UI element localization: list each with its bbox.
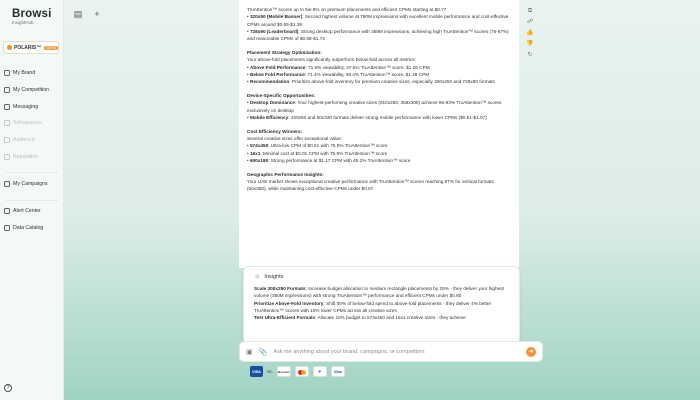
response-bullet: • 600x180: Strong performance at $1.17 CPM with 45.2% TruAttention™ score: [247, 157, 411, 163]
catalog-icon: [4, 225, 10, 231]
bullet-label: Mobile Efficiency: [249, 114, 289, 120]
sidebar-item-label: Schequence: [13, 120, 42, 126]
competitor-chip-visa[interactable]: Visa: [331, 366, 345, 377]
insight-label: Test Ultra-Efficient Formats: [254, 315, 316, 321]
sidebar-divider: [6, 172, 58, 173]
bullet-label: 320x50 (Mobile Banner): [249, 14, 303, 20]
bullet-label: Above Fold Performance: [249, 64, 306, 70]
sequence-icon: [4, 120, 10, 126]
polaris-label: POLARIS™: [14, 44, 42, 51]
sidebar-item-reputation[interactable]: [2, 151, 62, 163]
sidebar-item-label: My Competition: [13, 87, 50, 93]
plus-icon: +: [94, 9, 100, 19]
bullet-label: Recommendation: [249, 79, 290, 85]
bullet-text: : Strong desktop performance with 368M impressions, achieving high TruAttention™ scores (76-87%) and reasonable CPMs of $0.88-$1.74: [247, 28, 509, 42]
chat-input-bar: [239, 341, 543, 362]
bullet-label: Below Fold Performance: [249, 71, 305, 77]
vs-label: vs.: [267, 369, 273, 374]
response-bullet: • Desktop Dominance: Your highest-performing creative sizes (810x250, 358x300) achieve 86-93% TruAttention™ scores exclusively on desktop: [247, 100, 502, 113]
campaigns-icon: [4, 181, 10, 187]
sidebar-item-label: Audience: [13, 137, 35, 143]
insight-text: : Increase budget allocation to medium rectangle placements by 25% - they deliver your highest volume (380M impressions) with strong TruAttention™ performance and efficient CPMs under $0.80: [254, 286, 504, 299]
reputation-icon: [4, 154, 10, 160]
brand-logo[interactable]: [12, 8, 52, 25]
chat-input[interactable]: [273, 349, 520, 355]
bullet-text: : Second highest volume at 790M impressions with excellent mobile performance and cost-effective CPMs around $0.65-$1.38: [247, 14, 509, 27]
thumbs-up-icon[interactable]: 👍: [526, 30, 534, 36]
paypal-logo: P: [318, 369, 322, 374]
sidebar-item-my-brand[interactable]: [2, 67, 62, 79]
insights-title: Insights: [264, 273, 284, 280]
response-text: Your above-fold placements significantly outperform below-fold across all metrics:: [247, 57, 416, 63]
response-bullet: • Below Fold Performance: 71.4% viewability, 38.4% TruAttention™ score, $1.39 CPM: [247, 71, 430, 77]
sidebar-icon: ▤: [73, 8, 83, 19]
sidebar-toggle-button[interactable]: [71, 7, 85, 21]
brand-icon: [4, 70, 10, 76]
response-bullet: • 16x1: Minimal cost at $0.01 CPM with 75.9% TruAttention™ score: [247, 150, 388, 156]
bullet-label: 728x90 (Leaderboard): [249, 28, 299, 34]
link-icon[interactable]: ☍: [526, 19, 534, 25]
arrow-right-icon: ➜: [528, 349, 534, 355]
insight-item: [254, 285, 509, 300]
sidebar-item-label: Reputation: [13, 154, 39, 160]
polaris-icon: [7, 45, 12, 50]
sidebar-item-label: My Brand: [13, 70, 36, 76]
thumbs-down-icon[interactable]: 👎: [526, 41, 534, 47]
insights-card: [243, 266, 520, 344]
response-text: TruAttention™ scores up to 5ie.9% on premium placements and efficient CPMs starting at $0.77: [247, 7, 447, 12]
insight-label: Scale 300x250 Formats: [254, 286, 306, 291]
competitor-chip-discover[interactable]: discover: [277, 366, 291, 377]
sidebar-item-messaging[interactable]: [2, 101, 62, 113]
copy-icon[interactable]: ⧉: [527, 8, 533, 14]
new-chat-button[interactable]: [90, 7, 104, 21]
response-bullet: • 320x50 (Mobile Banner): Second highest volume at 790M impressions with excellent mobile performance and cost-effective CPMs around $0.65-$1.38: [247, 14, 509, 27]
message-tools: [525, 8, 535, 59]
sidebar-item-audience[interactable]: [2, 134, 62, 146]
bullet-label: 16x1: [249, 150, 261, 156]
section-heading: Device-Specific Opportunities:: [247, 92, 316, 98]
brand-comparison-chips: [250, 366, 345, 377]
bullet-label: Desktop Dominance: [249, 100, 296, 106]
competitor-chip-paypal[interactable]: [313, 366, 327, 377]
sidebar-item-my-campaigns[interactable]: [2, 178, 62, 190]
sidebar: [0, 0, 64, 400]
response-panel: [239, 0, 519, 268]
image-icon[interactable]: ▣: [246, 348, 253, 356]
insight-label: Prioritize Above-Fold Inventory: [254, 300, 324, 306]
sidebar-divider: [6, 200, 58, 201]
alert-icon: [4, 208, 10, 214]
attachment-icon[interactable]: 📎: [258, 348, 268, 356]
sidebar-item-label: Data Catalog: [13, 225, 44, 231]
insight-item: [254, 300, 509, 315]
insights-header: [254, 273, 509, 280]
app-tagline: InsightHub: [12, 20, 34, 25]
competition-icon: [4, 87, 10, 93]
messaging-icon: [4, 104, 10, 110]
competitor-chip-mastercard[interactable]: [295, 366, 309, 377]
bullet-label: 574x450: [249, 143, 269, 149]
insight-text: : Allocate 10% budget to 574x450 and 16x1 creative sizes - they achieve: [315, 315, 466, 321]
refresh-icon[interactable]: ↻: [527, 52, 533, 58]
bullet-text: : Minimal cost at $0.01 CPM with 75.9% TruAttention™ score: [260, 150, 388, 156]
bullet-text: : 71.9% viewability, 37.6% TruAttention™ score, $1.26 CPM: [305, 64, 430, 70]
sidebar-item-label: My Campaigns: [13, 181, 48, 187]
insight-text: : Shift 30% of below-fold spend to above-fold placements - they deliver 4% better TruAttention™ scores with 10% lower CPMs across all creative sizes: [254, 300, 492, 313]
section-heading: Geographic Performance Insights:: [247, 171, 324, 177]
sidebar-item-my-competition[interactable]: [2, 84, 62, 96]
response-bullet: • Mobile Efficiency: 320x50 and 50x320 formats deliver strong mobile performance with lower CPMs ($0.81-$1.07): [247, 114, 487, 120]
bullet-text: : Your highest-performing creative sizes (810x250, 358x300) achieve 86-93% TruAttention™ scores exclusively on desktop: [247, 100, 502, 113]
sidebar-item-label: Messaging: [13, 104, 39, 110]
section-heading: Placement Strategy Optimization:: [247, 49, 322, 55]
response-bullet: • 574x450: Ultra-low CPM of $0.51 with 76.5% TruAttention™ score: [247, 143, 388, 149]
brand-chip[interactable]: VISA: [250, 366, 263, 377]
bullet-text: : 71.4% viewability, 38.4% TruAttention™ score, $1.39 CPM: [304, 71, 430, 77]
response-bullet: • Above Fold Performance: 71.9% viewability, 37.6% TruAttention™ score, $1.26 CPM: [247, 64, 430, 70]
help-icon[interactable]: ?: [4, 384, 12, 392]
section-heading: Cost Efficiency Winners:: [247, 128, 303, 134]
beta-badge: BETA: [46, 45, 56, 50]
bullet-text: : Prioritize above-fold inventory for premium creative sizes, especially 300x250 and 728x90 formats: [289, 79, 495, 85]
audience-icon: [4, 137, 10, 143]
insight-item: [254, 314, 509, 321]
lightbulb-icon: ☼: [254, 273, 261, 280]
sidebar-item-alert-center[interactable]: [2, 205, 62, 217]
sidebar-item-data-catalog[interactable]: [2, 222, 62, 234]
send-button[interactable]: [526, 347, 536, 357]
response-bullet: • 728x90 (Leaderboard): Strong desktop performance with 368M impressions, achieving high TruAttention™ scores (76-87%) and reasonable CPMs of $0.88-$1.74: [247, 28, 509, 42]
bullet-text: : Strong performance at $1.17 CPM with 45.2% TruAttention™ score: [268, 157, 411, 163]
polaris-button[interactable]: [3, 41, 59, 54]
response-text: Several creative sizes offer exceptional value:: [247, 135, 343, 141]
bullet-label: 600x180: [249, 157, 269, 163]
app-name: Browsi: [12, 8, 52, 20]
mastercard-logo: [301, 370, 306, 375]
sidebar-item-schequence[interactable]: [2, 117, 62, 129]
response-text: Your UAE market shows exceptional creative performance with TruAttention™ scores reaching 87% for vertical formats (50x350), while maintaining cost-effective CPMs under $0.67.: [247, 178, 494, 192]
bullet-text: : Ultra-low CPM of $0.51 with 76.5% TruAttention™ score: [268, 143, 388, 149]
sidebar-item-label: Alert Center: [13, 208, 41, 214]
bullet-text: : 320x50 and 50x320 formats deliver strong mobile performance with lower CPMs ($0.81-$1.07): [288, 114, 487, 120]
response-bullet: • Recommendation: Prioritize above-fold inventory for premium creative sizes, especially 300x250 and 728x90 formats: [247, 79, 495, 85]
